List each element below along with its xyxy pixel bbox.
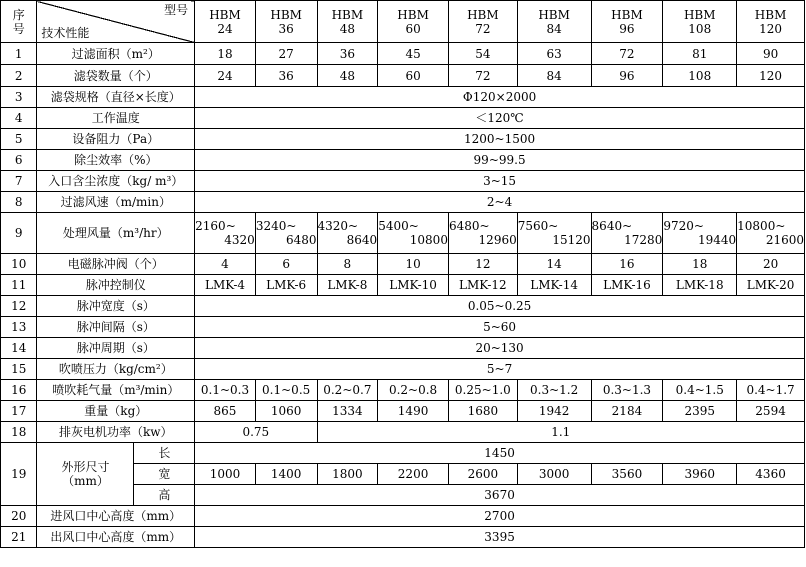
table-row: [1, 527, 805, 548]
row-number: 7: [1, 171, 37, 192]
table-cell: 1680: [448, 401, 517, 422]
model-header-108: [663, 1, 737, 43]
table-cell: 12: [448, 254, 517, 275]
table-cell: 0.3~1.3: [591, 380, 663, 401]
merged-cell: 99~99.5: [195, 150, 805, 171]
model-number: 48: [339, 21, 355, 36]
merged-cell: 1.1: [317, 422, 804, 443]
model-prefix: HBM: [754, 7, 787, 22]
table-cell: 90: [737, 43, 805, 65]
seq-header: [1, 1, 37, 43]
model-number: 72: [475, 21, 491, 36]
table-cell: 865: [195, 401, 256, 422]
table-cell: 2200: [378, 464, 449, 485]
row-label: 处理风量（m³/hr）: [37, 213, 195, 254]
range-cell: [448, 213, 517, 254]
table-cell: 3000: [517, 464, 591, 485]
merged-cell: 0.75: [195, 422, 317, 443]
table-row: [1, 254, 805, 275]
model-number: 108: [688, 21, 712, 36]
header-row: [1, 1, 805, 43]
table-row: [1, 338, 805, 359]
range-to: 12960: [478, 233, 517, 247]
table-cell: 0.1~0.3: [195, 380, 256, 401]
row-number: 20: [1, 506, 37, 527]
table-cell: 4360: [737, 464, 805, 485]
range-cell: [195, 213, 256, 254]
table-row: [1, 380, 805, 401]
model-prefix: HBM: [683, 7, 716, 22]
table-cell: 3560: [591, 464, 663, 485]
table-cell: 2600: [448, 464, 517, 485]
dimensions-label-line2: （mm）: [62, 474, 109, 488]
table-row: [1, 43, 805, 65]
table-cell: 2184: [591, 401, 663, 422]
table-row: [1, 108, 805, 129]
table-row: [1, 171, 805, 192]
model-number: 24: [217, 21, 233, 36]
table-row: [1, 65, 805, 87]
table-cell: LMK-18: [663, 275, 737, 296]
row-label: 设备阻力（Pa）: [37, 129, 195, 150]
table-cell: 1000: [195, 464, 256, 485]
width-label: 宽: [134, 464, 195, 485]
row-label: 电磁脉冲阀（个）: [37, 254, 195, 275]
merged-cell: 3~15: [195, 171, 805, 192]
table-cell: LMK-8: [317, 275, 378, 296]
model-prefix: HBM: [331, 7, 364, 22]
range-cell: [255, 213, 317, 254]
model-header-48: [317, 1, 378, 43]
range-from: 3240~: [255, 219, 297, 233]
range-to: 6480: [285, 233, 317, 247]
row-label: 脉冲宽度（s）: [37, 296, 195, 317]
table-cell: 27: [255, 43, 317, 65]
table-row: [1, 317, 805, 338]
row-number: 8: [1, 192, 37, 213]
range-to: 17280: [624, 233, 663, 247]
table-cell: 14: [517, 254, 591, 275]
row-label: 喷吹耗气量（m³/min）: [37, 380, 195, 401]
row-number: 1: [1, 43, 37, 65]
height-label: 高: [134, 485, 195, 506]
merged-cell: 2700: [195, 506, 805, 527]
table-cell: 0.4~1.7: [737, 380, 805, 401]
row-number: 11: [1, 275, 37, 296]
range-from: 2160~: [195, 219, 236, 233]
table-cell: 2395: [663, 401, 737, 422]
row-label: 滤袋规格（直径×长度）: [37, 87, 195, 108]
row-label: 入口含尘浓度（kg/ m³）: [37, 171, 195, 192]
table-row: [1, 192, 805, 213]
table-cell: 54: [448, 43, 517, 65]
table-cell: 0.25~1.0: [448, 380, 517, 401]
range-from: 8640~: [591, 219, 633, 233]
table-cell: 0.3~1.2: [517, 380, 591, 401]
row-number: 19: [1, 443, 37, 506]
table-cell: 0.2~0.8: [378, 380, 449, 401]
table-cell: 72: [591, 43, 663, 65]
range-cell: [317, 213, 378, 254]
row-number: 12: [1, 296, 37, 317]
model-prefix: HBM: [538, 7, 570, 22]
row-label: 过滤风速（m/min）: [37, 192, 195, 213]
table-row: [1, 359, 805, 380]
table-cell: 1490: [378, 401, 449, 422]
row-number: 5: [1, 129, 37, 150]
table-cell: 36: [317, 43, 378, 65]
merged-cell: Φ120×2000: [195, 87, 805, 108]
table-cell: 120: [737, 65, 805, 87]
model-header-24: [195, 1, 256, 43]
model-header-96: [591, 1, 663, 43]
table-cell: 0.4~1.5: [663, 380, 737, 401]
table-cell: 8: [317, 254, 378, 275]
seq-header-line1: 序: [12, 7, 25, 22]
row-label: 工作温度: [37, 108, 195, 129]
table-cell: 48: [317, 65, 378, 87]
model-header-84: [517, 1, 591, 43]
table-cell: 18: [663, 254, 737, 275]
table-cell: 72: [448, 65, 517, 87]
table-row: [1, 213, 805, 254]
row-label: 脉冲周期（s）: [37, 338, 195, 359]
table-cell: 20: [737, 254, 805, 275]
model-number: 96: [619, 21, 635, 36]
row-number: 9: [1, 213, 37, 254]
merged-cell: 3670: [195, 485, 805, 506]
row-label: 滤袋数量（个）: [37, 65, 195, 87]
range-cell: [378, 213, 449, 254]
model-prefix: HBM: [270, 7, 302, 22]
table-cell: 45: [378, 43, 449, 65]
table-cell: 1334: [317, 401, 378, 422]
range-to: 4320: [224, 233, 255, 247]
model-prefix: HBM: [209, 7, 241, 22]
merged-cell: 2~4: [195, 192, 805, 213]
model-prefix: HBM: [467, 7, 499, 22]
table-row: [1, 275, 805, 296]
table-cell: 108: [663, 65, 737, 87]
table-cell: 1942: [517, 401, 591, 422]
row-number: 14: [1, 338, 37, 359]
row-label: 吹喷压力（kg/cm²）: [37, 359, 195, 380]
table-cell: 4: [195, 254, 256, 275]
range-cell: [591, 213, 663, 254]
table-cell: 2594: [737, 401, 805, 422]
model-number: 84: [546, 21, 562, 36]
row-number: 10: [1, 254, 37, 275]
table-cell: 1060: [255, 401, 317, 422]
model-prefix: HBM: [611, 7, 643, 22]
range-to: 10800: [409, 233, 448, 247]
model-prefix: HBM: [397, 7, 429, 22]
table-cell: LMK-14: [517, 275, 591, 296]
row-label: 脉冲间隔（s）: [37, 317, 195, 338]
row-number: 17: [1, 401, 37, 422]
table-cell: LMK-10: [378, 275, 449, 296]
model-number: 36: [278, 21, 294, 36]
table-cell: 60: [378, 65, 449, 87]
model-number: 120: [759, 21, 783, 36]
table-cell: LMK-4: [195, 275, 256, 296]
table-cell: 18: [195, 43, 256, 65]
table-cell: 16: [591, 254, 663, 275]
model-header-120: [737, 1, 805, 43]
table-cell: 3960: [663, 464, 737, 485]
row-number: 6: [1, 150, 37, 171]
length-label: 长: [134, 443, 195, 464]
range-from: 4320~: [317, 219, 359, 233]
table-row: [1, 401, 805, 422]
model-header-36: [255, 1, 317, 43]
table-row: [1, 443, 805, 464]
table-cell: 81: [663, 43, 737, 65]
table-cell: 84: [517, 65, 591, 87]
range-cell: [663, 213, 737, 254]
table-cell: LMK-16: [591, 275, 663, 296]
table-row: [1, 422, 805, 443]
row-number: 16: [1, 380, 37, 401]
row-label: 重量（kg）: [37, 401, 195, 422]
merged-cell: 1200~1500: [195, 129, 805, 150]
table-cell: 96: [591, 65, 663, 87]
model-label: 型号: [164, 3, 189, 17]
range-from: 9720~: [663, 219, 704, 233]
merged-cell: 20~130: [195, 338, 805, 359]
range-to: 19440: [697, 233, 737, 247]
table-cell: 0.1~0.5: [255, 380, 317, 401]
table-cell: LMK-12: [448, 275, 517, 296]
row-number: 15: [1, 359, 37, 380]
table-cell: 63: [517, 43, 591, 65]
table-cell: LMK-20: [737, 275, 805, 296]
range-from: 10800~: [737, 219, 786, 233]
range-from: 6480~: [448, 219, 490, 233]
seq-header-line2: 号: [12, 21, 25, 36]
row-number: 18: [1, 422, 37, 443]
row-label: 过滤面积（m²）: [37, 43, 195, 65]
merged-cell: ＜120℃: [195, 108, 805, 129]
row-label: 进风口中心高度（mm）: [37, 506, 195, 527]
range-from: 5400~: [378, 219, 419, 233]
range-to: 21600: [765, 233, 804, 247]
row-label: 除尘效率（%）: [37, 150, 195, 171]
merged-cell: 0.05~0.25: [195, 296, 805, 317]
dimensions-label: [37, 443, 134, 506]
range-cell: [737, 213, 805, 254]
row-number: 3: [1, 87, 37, 108]
row-number: 13: [1, 317, 37, 338]
dimensions-label-line1: 外形尺寸: [61, 460, 110, 474]
row-number: 4: [1, 108, 37, 129]
row-number: 21: [1, 527, 37, 548]
range-to: 15120: [552, 233, 591, 247]
table-row: [1, 87, 805, 108]
row-number: 2: [1, 65, 37, 87]
model-number: 60: [405, 21, 421, 36]
row-label: 排灰电机功率（kw）: [37, 422, 195, 443]
table-cell: 1800: [317, 464, 378, 485]
row-label: 出风口中心高度（mm）: [37, 527, 195, 548]
merged-cell: 5~60: [195, 317, 805, 338]
table-cell: 1400: [255, 464, 317, 485]
table-cell: 6: [255, 254, 317, 275]
merged-cell: 1450: [195, 443, 805, 464]
diagonal-header-cell: [37, 1, 195, 43]
table-row: [1, 150, 805, 171]
row-label: 脉冲控制仪: [37, 275, 195, 296]
table-cell: LMK-6: [255, 275, 317, 296]
model-header-72: [448, 1, 517, 43]
table-cell: 0.2~0.7: [317, 380, 378, 401]
performance-label: 技术性能: [41, 26, 90, 40]
table-cell: 10: [378, 254, 449, 275]
table-row: [1, 506, 805, 527]
table-row: [1, 296, 805, 317]
table-cell: 24: [195, 65, 256, 87]
range-from: 7560~: [517, 219, 559, 233]
merged-cell: 5~7: [195, 359, 805, 380]
table-row: [1, 129, 805, 150]
model-header-60: [378, 1, 449, 43]
merged-cell: 3395: [195, 527, 805, 548]
range-to: 8640: [346, 233, 378, 247]
range-cell: [517, 213, 591, 254]
table-cell: 36: [255, 65, 317, 87]
